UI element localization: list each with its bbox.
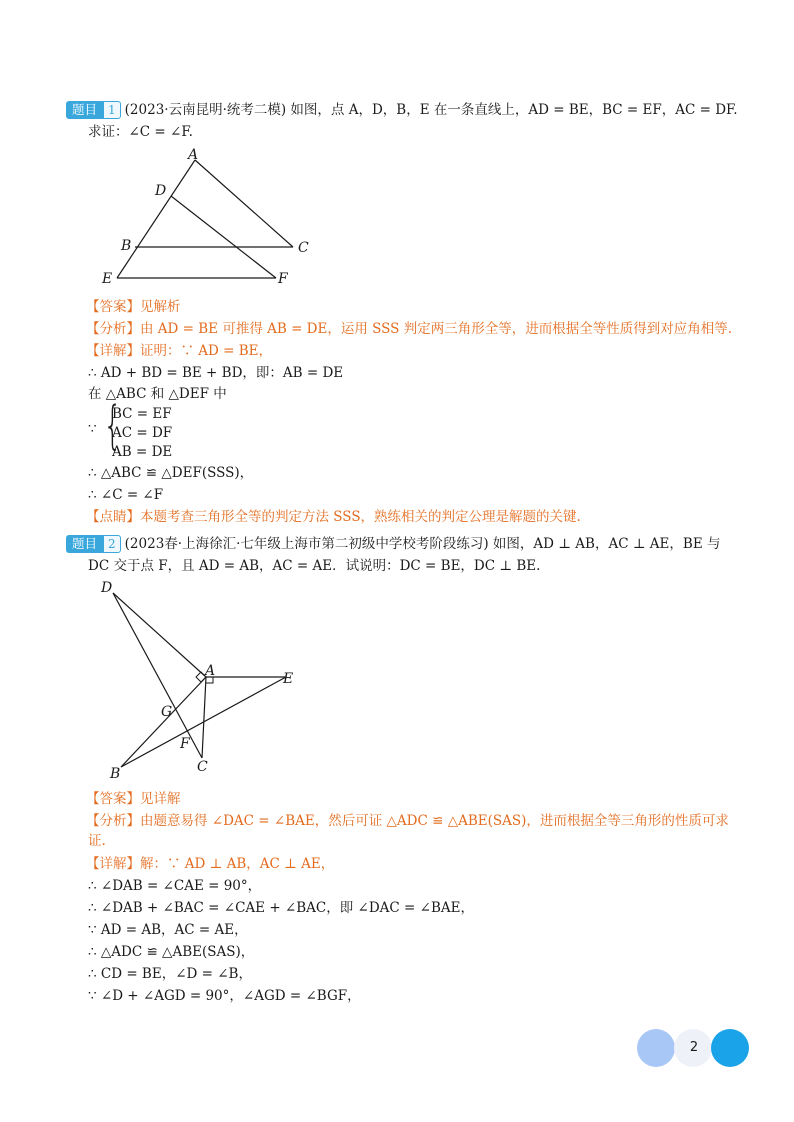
answer-tag: 【答案】	[86, 791, 140, 807]
point-label-F: F	[278, 271, 288, 287]
problem-1-prove: 求证：∠C = ∠F.	[88, 124, 193, 140]
point-label-D: D	[101, 580, 113, 596]
p2-step: ∴ ∠DAB + ∠BAC = ∠CAE + ∠BAC，即 ∠DAC = ∠BAE，	[88, 900, 474, 916]
page-circle-left	[637, 1029, 675, 1067]
figure-2	[95, 575, 305, 785]
p1-conclusion: ∴ ∠C = ∠F	[88, 487, 164, 503]
analysis-text: 由题意易得 ∠DAC = ∠BAE，然后可证 △ADC ≌ △ABE(SAS)，进而根据全等三角形的性质可求	[140, 813, 729, 829]
line-DF	[171, 196, 276, 278]
p1-step: 在 △ABC 和 △DEF 中	[88, 386, 227, 402]
p2-detail	[86, 855, 334, 873]
p2-analysis	[86, 812, 729, 830]
detail-first: 解：∵ AD ⊥ AB，AC ⊥ AE，	[140, 856, 335, 872]
problem-badge: 题目	[66, 535, 103, 553]
p1-because: ∵	[88, 421, 97, 437]
problem-2-heading	[66, 535, 720, 553]
p1-analysis	[86, 320, 732, 338]
problem-number: 1	[103, 101, 121, 119]
problem-source: (2023·云南昆明·统考二模)	[124, 102, 287, 118]
p1-answer	[86, 298, 181, 316]
line-BE	[121, 677, 286, 767]
problem-1-heading	[66, 101, 738, 119]
p1-comment	[86, 508, 581, 526]
p1-system-eq: AB = DE	[112, 444, 173, 460]
p1-step: ∴ AD + BD = BE + BD，即：AB = DE	[88, 365, 344, 381]
answer-tag: 【答案】	[86, 299, 140, 315]
p1-system-eq: BC = EF	[112, 406, 172, 422]
problem-statement: 如图，点 A，D，B，E 在一条直线上，AD = BE，BC = EF，AC = DF.	[286, 102, 738, 118]
comment-text: 本题考查三角形全等的判定方法 SSS，熟练相关的判定公理是解题的关键.	[140, 509, 581, 525]
problem-badge: 题目	[66, 101, 103, 119]
p2-step: ∵ AD = AB，AC = AE，	[88, 922, 248, 938]
detail-first: 证明：∵ AD = BE，	[140, 343, 273, 359]
page-circle-right	[711, 1029, 749, 1067]
p2-step: ∵ ∠D + ∠AGD = 90°，∠AGD = ∠BGF，	[88, 988, 361, 1004]
line-DA	[113, 593, 206, 677]
detail-tag: 【详解】	[86, 856, 140, 872]
line-AB	[121, 677, 206, 767]
line-AC	[195, 160, 293, 247]
p1-system-eq: AC = DF	[112, 425, 173, 441]
p1-detail	[86, 342, 272, 360]
analysis-text: 由 AD = BE 可推得 AB = DE，运用 SSS 判定两三角形全等，进而根据全等性质得到对应角相等.	[140, 321, 733, 337]
analysis-tag: 【分析】	[86, 813, 140, 829]
p2-step: ∴ ∠DAB = ∠CAE = 90°，	[88, 878, 262, 894]
point-label-A: A	[205, 663, 216, 679]
problem-statement: 如图，AD ⊥ AB，AC ⊥ AE，BE 与	[488, 536, 721, 552]
comment-tag: 【点睛】	[86, 509, 140, 525]
line-AC	[202, 677, 206, 758]
answer-text: 见解析	[140, 299, 181, 315]
point-label-E: E	[102, 271, 113, 287]
point-label-B: B	[110, 766, 121, 782]
p2-answer	[86, 790, 181, 808]
page-number: 2	[689, 1040, 699, 1055]
problem-2-statement: DC 交于点 F，且 AD = AB，AC = AE．试说明：DC = BE，DC ⊥ BE.	[88, 558, 541, 574]
line-AE	[117, 160, 195, 278]
point-label-A: A	[188, 147, 199, 163]
system-brace: {	[103, 396, 122, 456]
point-label-G: G	[161, 704, 173, 720]
problem-number: 2	[103, 535, 121, 553]
point-label-B: B	[121, 238, 132, 254]
p2-analysis-cont: 证.	[88, 833, 106, 849]
p2-step: ∴ CD = BE，∠D = ∠B，	[88, 966, 252, 982]
point-label-E: E	[283, 671, 294, 687]
point-label-C: C	[197, 759, 208, 775]
problem-source: (2023春·上海徐汇·七年级上海市第二初级中学校考阶段练习)	[124, 536, 489, 552]
p2-step: ∴ △ADC ≌ △ABE(SAS)，	[88, 944, 255, 960]
p1-conclusion: ∴ △ABC ≌ △DEF(SSS)，	[88, 465, 254, 481]
point-label-F: F	[180, 736, 190, 752]
line-DC	[113, 593, 202, 758]
detail-tag: 【详解】	[86, 343, 140, 359]
figure-1	[90, 140, 330, 290]
analysis-tag: 【分析】	[86, 321, 140, 337]
point-label-C: C	[298, 240, 309, 256]
point-label-D: D	[155, 183, 167, 199]
answer-text: 见详解	[140, 791, 181, 807]
